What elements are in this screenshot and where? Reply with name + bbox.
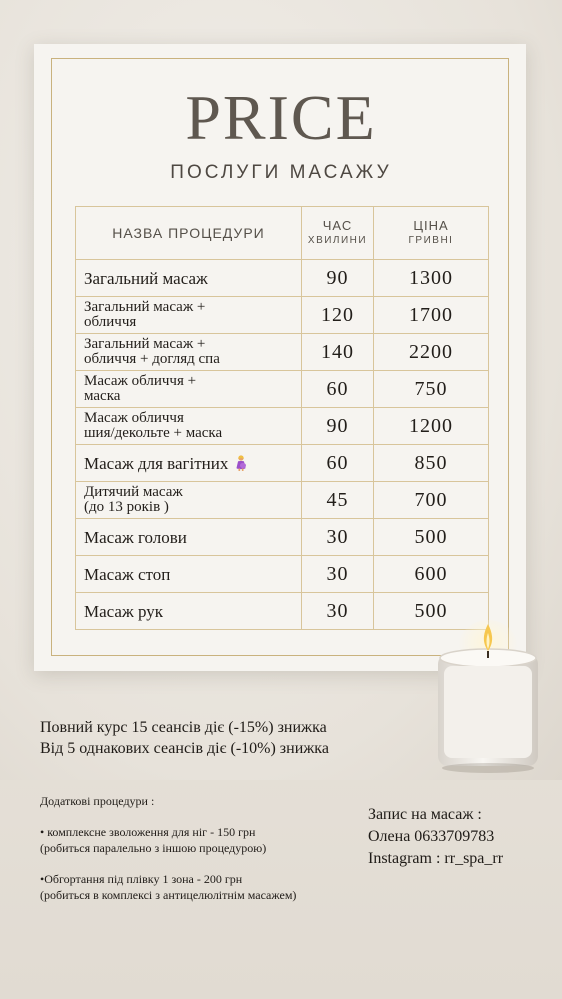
procedure-price: 500 (374, 593, 489, 630)
price-table (75, 206, 489, 630)
procedure-price: 1200 (374, 408, 489, 445)
extras-item-wrapping-note: (робиться в комплексі з антицелюлітнім масажем) (40, 888, 297, 902)
table-row (76, 445, 489, 482)
procedure-name-line: Масаж обличчя + (84, 373, 197, 389)
booking-instagram: Instagram : rr_spa_rr (368, 850, 504, 867)
procedure-name-line: Масаж для вагітних (84, 454, 229, 473)
table-row (76, 556, 489, 593)
table-header-row (76, 207, 489, 260)
procedure-minutes: 90 (302, 260, 374, 297)
procedure-name-line: Дитячий масаж (84, 484, 183, 500)
table-row (76, 334, 489, 371)
procedure-name-line: Масаж рук (84, 601, 163, 621)
extras-item-foot-moisturizing-note: (робиться паралельно з іншою процедурою) (40, 841, 267, 855)
table-row (76, 371, 489, 408)
discount-line-five-sessions: Від 5 однакових сеансів діє (-10%) знижка (40, 740, 329, 757)
procedure-price: 500 (374, 519, 489, 556)
header-price-label: ЦІНА (413, 218, 449, 233)
procedure-name-line: Загальний масаж + (84, 299, 206, 315)
booking-info (368, 804, 558, 870)
procedure-name-line: обличчя (84, 314, 137, 330)
procedure-name-line: обличчя + догляд спа (84, 351, 220, 367)
procedure-minutes: 140 (302, 334, 374, 371)
procedure-minutes: 60 (302, 445, 374, 482)
procedure-price: 700 (374, 482, 489, 519)
extra-procedures (40, 793, 370, 903)
procedure-minutes: 30 (302, 556, 374, 593)
procedure-price: 1700 (374, 297, 489, 334)
procedure-minutes: 30 (302, 593, 374, 630)
discount-line-course: Повний курс 15 сеансів діє (-15%) знижка (40, 719, 327, 736)
procedure-price: 750 (374, 371, 489, 408)
procedure-name (76, 593, 302, 630)
extras-item-wrapping: •Обгортання під плівку 1 зона - 200 грн (40, 872, 243, 886)
procedure-name-line: Загальний масаж + (84, 336, 206, 352)
procedure-name (76, 371, 302, 408)
discounts-block (40, 717, 460, 759)
procedure-name-line: Масаж голови (84, 527, 187, 547)
procedure-name-line: (до 13 років ) (84, 499, 169, 515)
procedure-minutes: 60 (302, 371, 374, 408)
procedure-name (76, 482, 302, 519)
booking-heading: Запис на масаж : (368, 806, 482, 823)
procedure-name (76, 519, 302, 556)
procedure-name (76, 297, 302, 334)
page-title: PRICE (185, 82, 377, 153)
header-procedure-name: НАЗВА ПРОЦЕДУРИ (76, 207, 302, 260)
extras-item-foot-moisturizing: • комплексне зволоження для ніг - 150 грн (40, 825, 256, 839)
procedure-price: 850 (374, 445, 489, 482)
procedure-price: 1300 (374, 260, 489, 297)
table-row (76, 593, 489, 630)
header-price-unit: ГРИВНІ (408, 235, 454, 246)
procedure-name (76, 260, 302, 297)
procedure-name-line: Масаж стоп (84, 564, 171, 584)
table-row (76, 482, 489, 519)
header-time (302, 207, 374, 260)
procedure-minutes: 45 (302, 482, 374, 519)
procedure-name (76, 445, 302, 482)
header-time-unit: ХВИЛИНИ (307, 235, 368, 246)
booking-contact: Олена 0633709783 (368, 828, 495, 845)
procedure-name (76, 334, 302, 371)
procedure-name (76, 408, 302, 445)
procedure-name-line: Загальний масаж (84, 268, 208, 288)
pregnant-woman-icon (234, 455, 248, 471)
procedure-minutes: 30 (302, 519, 374, 556)
header-price (374, 207, 489, 260)
candle-icon (432, 618, 544, 774)
page-subtitle: ПОСЛУГИ МАСАЖУ (170, 162, 392, 183)
table-row (76, 519, 489, 556)
procedure-name-line: шия/декольте + маска (84, 425, 223, 441)
extras-heading: Додаткові процедури : (40, 794, 155, 808)
procedure-name-line: Масаж обличчя (84, 410, 184, 426)
procedure-minutes: 120 (302, 297, 374, 334)
table-row (76, 408, 489, 445)
table-row (76, 297, 489, 334)
header-time-label: ЧАС (322, 218, 353, 233)
procedure-name-line: маска (84, 388, 121, 404)
procedure-minutes: 90 (302, 408, 374, 445)
procedure-name (76, 556, 302, 593)
procedure-price: 2200 (374, 334, 489, 371)
procedure-price: 600 (374, 556, 489, 593)
table-row (76, 260, 489, 297)
